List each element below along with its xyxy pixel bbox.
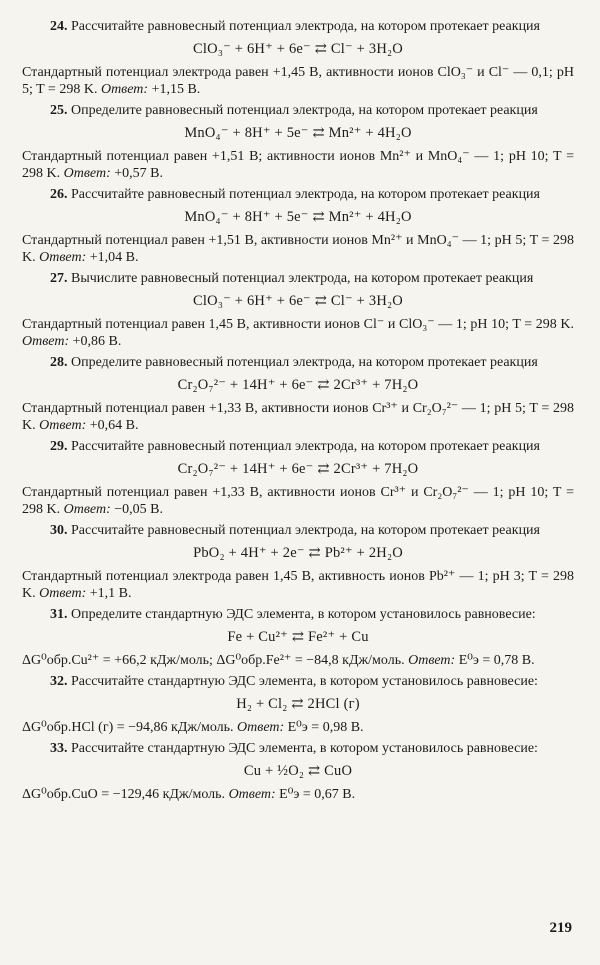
condition-text: ΔG⁰обр.HCl (г) = −94,86 кДж/моль.	[22, 720, 234, 735]
problem-number: 24.	[50, 19, 68, 34]
problem-condition	[22, 148, 574, 182]
problem-number: 26.	[50, 187, 68, 202]
problem-7	[22, 606, 574, 669]
problem-list	[22, 18, 574, 803]
problem-text: Рассчитайте равновесный потенциал электрода, на котором протекает реакция	[71, 187, 540, 202]
answer-label: Ответ:	[22, 334, 70, 349]
problem-intro	[22, 270, 574, 287]
answer-value: +1,1 В.	[89, 586, 132, 601]
condition-text: Стандартный потенциал электрода равен +1,45 В, активности ионов ClO₃⁻ и Cl⁻ — 0,1; pH 5; T = 298 K.	[22, 65, 574, 97]
answer-value: E⁰э = 0,98 В.	[287, 720, 364, 735]
answer-label: Ответ:	[39, 586, 87, 601]
reaction-equation: ClO₃⁻ + 6H⁺ + 6e⁻ ⇄ Cl⁻ + 3H₂O	[193, 293, 403, 309]
reaction-equation: Cr₂O₇²⁻ + 14H⁺ + 6e⁻ ⇄ 2Cr³⁺ + 7H₂O	[177, 461, 419, 477]
problem-6	[22, 522, 574, 602]
condition-text: Стандартный потенциал равен +1,33 В, активности ионов Cr³⁺ и Cr₂O₇²⁻ — 1; pH 5; T = 298 K.	[22, 401, 574, 433]
answer-label: Ответ:	[39, 418, 87, 433]
reaction-equation: Cr₂O₇²⁻ + 14H⁺ + 6e⁻ ⇄ 2Cr³⁺ + 7H₂O	[177, 377, 419, 393]
answer-value: +1,15 В.	[151, 82, 201, 97]
condition-text: ΔG⁰обр.CuO = −129,46 кДж/моль.	[22, 787, 226, 802]
answer-value: +1,04 В.	[89, 250, 139, 265]
problem-number: 27.	[50, 271, 68, 286]
problem-intro	[22, 740, 574, 757]
answer-label: Ответ:	[100, 82, 149, 97]
problem-text: Рассчитайте равновесный потенциал электрода, на котором протекает реакция	[71, 19, 540, 34]
condition-text: Стандартный потенциал равен 1,45 В, активности ионов Cl⁻ и ClO₃⁻ — 1; pH 10; T = 298 K.	[22, 317, 574, 332]
page-content	[22, 18, 574, 807]
problem-8	[22, 673, 574, 736]
page-number: 219	[549, 920, 572, 936]
answer-value: +0,57 В.	[114, 166, 163, 181]
problem-text: Рассчитайте равновесный потенциал электрода, на котором протекает реакция	[71, 523, 540, 538]
problem-intro	[22, 606, 574, 623]
answer-value: E⁰э = 0,78 В.	[458, 653, 535, 668]
problem-number: 25.	[50, 103, 68, 118]
condition-text: Стандартный потенциал равен +1,51 В; активности ионов Mn²⁺ и MnO₄⁻ — 1; pH 10; T = 298 K.	[22, 149, 574, 181]
answer-label: Ответ:	[63, 166, 111, 181]
reaction-equation: Cu + ½O₂ ⇄ CuO	[243, 763, 353, 779]
reaction-equation: MnO₄⁻ + 8H⁺ + 5e⁻ ⇄ Mn²⁺ + 4H₂O	[184, 125, 412, 141]
reaction-equation: H₂ + Cl₂ ⇄ 2HCl (г)	[236, 696, 360, 712]
answer-label: Ответ:	[237, 720, 285, 735]
reaction-equation: MnO₄⁻ + 8H⁺ + 5e⁻ ⇄ Mn²⁺ + 4H₂O	[184, 209, 412, 225]
problem-0	[22, 18, 574, 98]
problem-number: 29.	[50, 439, 68, 454]
problem-intro	[22, 186, 574, 203]
problem-condition	[22, 719, 574, 736]
problem-3	[22, 270, 574, 350]
problem-9	[22, 740, 574, 803]
problem-5	[22, 438, 574, 518]
reaction-equation: Fe + Cu²⁺ ⇄ Fe²⁺ + Cu	[227, 629, 369, 645]
problem-number: 30.	[50, 523, 68, 538]
answer-label: Ответ:	[39, 250, 87, 265]
problem-text: Рассчитайте равновесный потенциал электрода, на котором протекает реакция	[71, 439, 540, 454]
problem-condition	[22, 316, 574, 350]
answer-value: +0,86 В.	[72, 334, 122, 349]
problem-condition	[22, 568, 574, 602]
problem-condition	[22, 400, 574, 434]
problem-intro	[22, 673, 574, 690]
condition-text: Стандартный потенциал равен +1,33 В, активности ионов Cr³⁺ и Cr₂O₇²⁻ — 1; pH 10; T = 298 K.	[22, 485, 574, 517]
answer-label: Ответ:	[408, 653, 456, 668]
problem-2	[22, 186, 574, 266]
problem-intro	[22, 438, 574, 455]
problem-1	[22, 102, 574, 182]
problem-text: Определите равновесный потенциал электрода, на котором протекает реакция	[71, 355, 538, 370]
problem-text: Вычислите равновесный потенциал электрода, на котором протекает реакция	[71, 271, 534, 286]
problem-intro	[22, 522, 574, 539]
problem-4	[22, 354, 574, 434]
problem-number: 31.	[50, 607, 68, 622]
problem-condition	[22, 786, 574, 803]
problem-condition	[22, 484, 574, 518]
problem-number: 33.	[50, 741, 68, 756]
condition-text: Стандартный потенциал электрода равен 1,45 В, активность ионов Pb²⁺ — 1; pH 3; T = 298 K.	[22, 569, 574, 601]
problem-text: Определите стандартную ЭДС элемента, в котором установилось равновесие:	[71, 607, 536, 622]
problem-intro	[22, 18, 574, 35]
problem-text: Рассчитайте стандартную ЭДС элемента, в котором установилось равновесие:	[71, 674, 538, 689]
condition-text: ΔG⁰обр.Cu²⁺ = +66,2 кДж/моль; ΔG⁰обр.Fe²⁺ = −84,8 кДж/моль.	[22, 653, 405, 668]
answer-value: E⁰э = 0,67 В.	[279, 787, 356, 802]
problem-condition	[22, 232, 574, 266]
problem-number: 28.	[50, 355, 68, 370]
problem-text: Рассчитайте стандартную ЭДС элемента, в котором установилось равновесие:	[71, 741, 538, 756]
problem-intro	[22, 354, 574, 371]
answer-label: Ответ:	[228, 787, 276, 802]
problem-intro	[22, 102, 574, 119]
answer-value: +0,64 В.	[89, 418, 139, 433]
problem-condition	[22, 64, 574, 98]
condition-text: Стандартный потенциал равен +1,51 В, активности ионов Mn²⁺ и MnO₄⁻ — 1; pH 5; T = 298 K.	[22, 233, 574, 265]
answer-label: Ответ:	[63, 502, 111, 517]
answer-value: −0,05 В.	[114, 502, 163, 517]
problem-text: Определите равновесный потенциал электрода, на котором протекает реакция	[71, 103, 538, 118]
reaction-equation: PbO₂ + 4H⁺ + 2e⁻ ⇄ Pb²⁺ + 2H₂O	[193, 545, 403, 561]
reaction-equation: ClO₃⁻ + 6H⁺ + 6e⁻ ⇄ Cl⁻ + 3H₂O	[193, 41, 403, 57]
problem-condition	[22, 652, 574, 669]
problem-number: 32.	[50, 674, 68, 689]
